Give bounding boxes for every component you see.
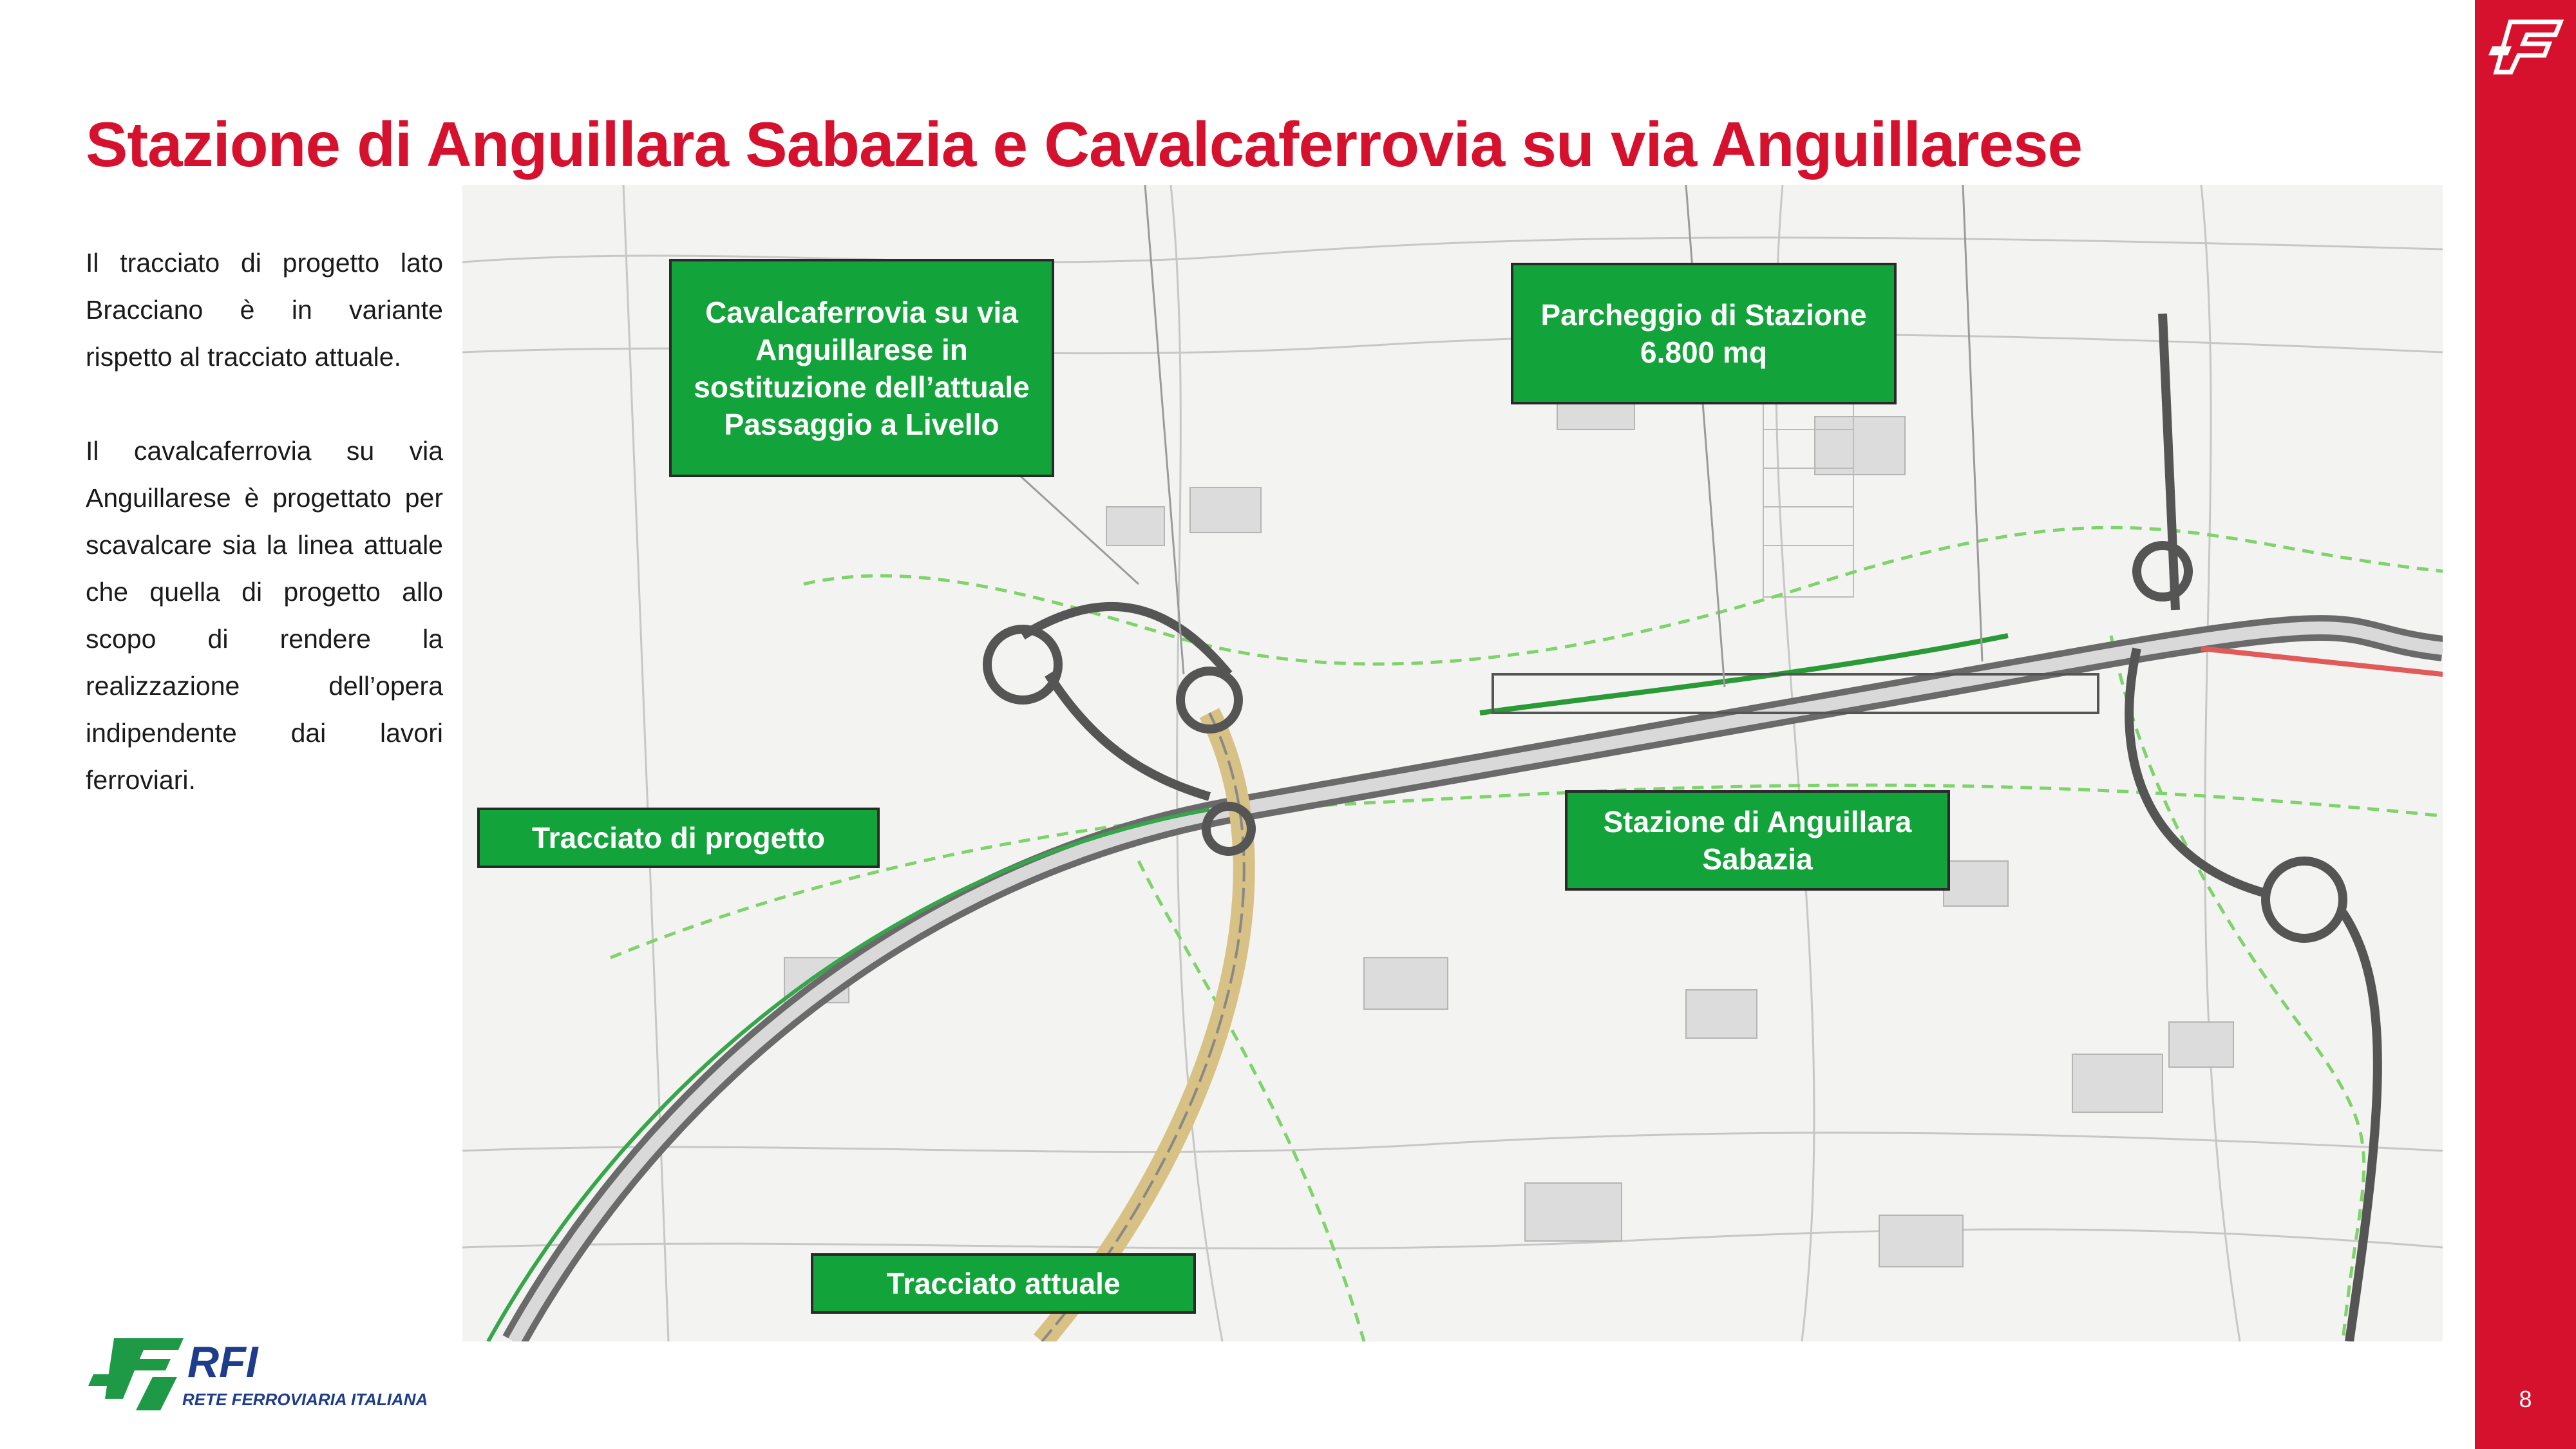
paragraph-tracciato: Il tracciato di progetto lato Bracciano è in variante rispetto al tracciato attuale. <box>86 248 443 372</box>
label-stazione: Stazione di Anguillara Sabazia <box>1565 790 1950 891</box>
fs-logo-icon <box>2486 18 2566 76</box>
rfi-logo-subtitle: RETE FERROVIARIA ITALIANA <box>182 1390 428 1409</box>
description-text <box>86 240 443 851</box>
brand-sidebar <box>2475 0 2576 1449</box>
paragraph-cavalcaferrovia: Il cavalcaferrovia su via Anguillarese è progettato per scavalcare sia la linea attuale che quella di progetto allo scopo di rendere la realizzazione dell’opera indipendente dai lavori ferroviari. <box>86 436 443 795</box>
page-number: 8 <box>2519 1386 2532 1412</box>
rfi-logo-text: RFI <box>187 1338 258 1387</box>
label-tracciato-attuale: Tracciato attuale <box>811 1253 1196 1314</box>
label-cavalcaferrovia: Cavalcaferrovia su via Anguillarese in sostituzione dell’attuale Passaggio a Livello <box>669 259 1054 477</box>
page-title: Stazione di Anguillara Sabazia e Cavalcaferrovia su via Anguillarese <box>86 109 2083 180</box>
label-tracciato-progetto: Tracciato di progetto <box>477 808 880 868</box>
rfi-logo-icon <box>86 1327 472 1417</box>
label-parcheggio: Parcheggio di Stazione 6.800 mq <box>1511 263 1897 404</box>
